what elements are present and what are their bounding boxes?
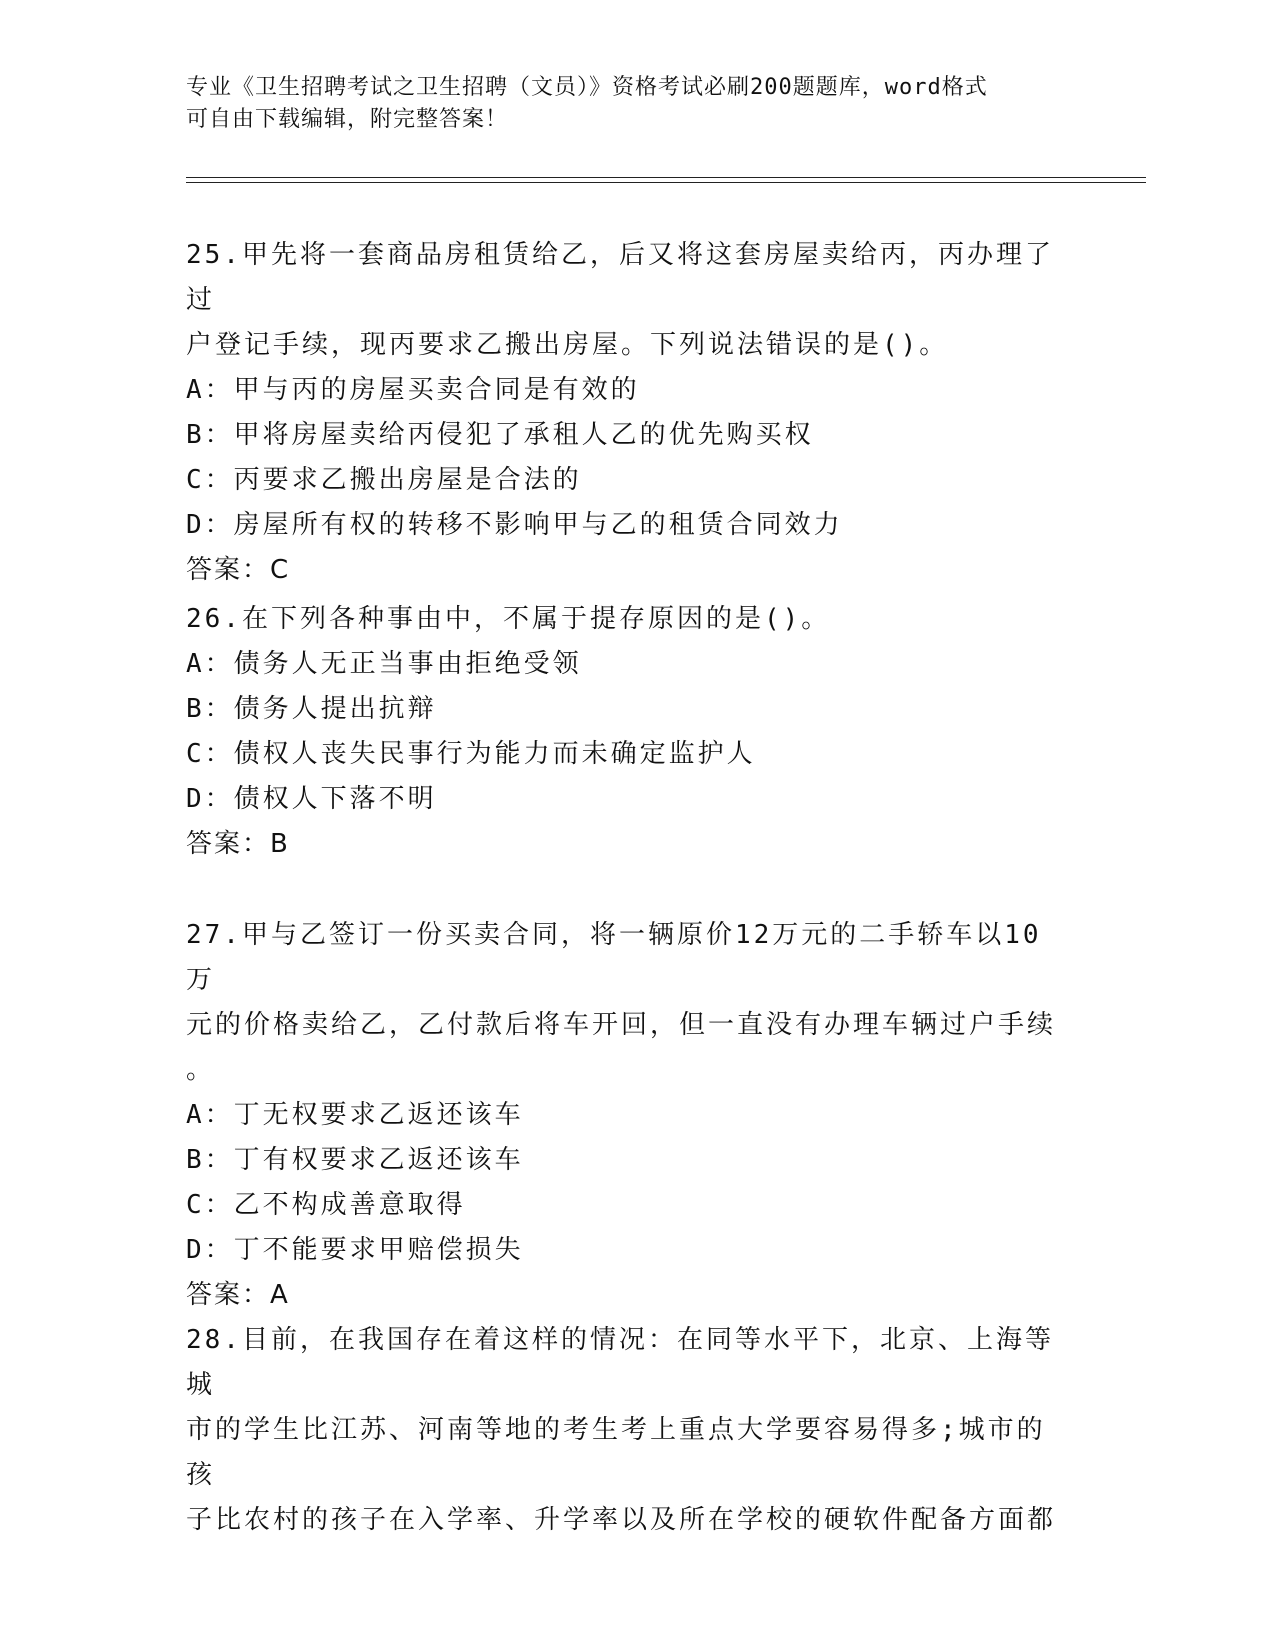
document-header [186, 72, 1066, 136]
question-stem-line: 子比农村的孩子在入学率、升学率以及所在学校的硬软件配备方面都 [186, 1505, 1057, 1535]
option-c: C：债权人丧失民事行为能力而未确定监护人 [186, 739, 756, 769]
question-27 [186, 913, 1066, 1318]
question-26 [186, 597, 1066, 867]
question-stem-line: 户登记手续，现丙要求乙搬出房屋。下列说法错误的是()。 [186, 330, 949, 360]
question-stem [186, 233, 1066, 368]
option-d: D：丁不能要求甲赔偿损失 [186, 1235, 524, 1265]
question-stem-line: 。 [186, 1055, 216, 1085]
option-b: B：甲将房屋卖给丙侵犯了承租人乙的优先购买权 [186, 420, 814, 450]
question-stem [186, 1318, 1066, 1543]
answer: 答案：C [186, 555, 291, 585]
option-c: C：丙要求乙搬出房屋是合法的 [186, 465, 582, 495]
question-stem-line: 28.目前，在我国存在着这样的情况：在同等水平下，北京、上海等城 [186, 1325, 1054, 1400]
question-stem-line: 元的价格卖给乙，乙付款后将车开回，但一直没有办理车辆过户手续 [186, 1010, 1057, 1040]
question-stem [186, 597, 1066, 642]
option-d: D：房屋所有权的转移不影响甲与乙的租赁合同效力 [186, 510, 843, 540]
question-25 [186, 233, 1066, 593]
option-a: A：丁无权要求乙返还该车 [186, 1100, 524, 1130]
option-b: B：丁有权要求乙返还该车 [186, 1145, 524, 1175]
header-line-1: 专业《卫生招聘考试之卫生招聘（文员）》资格考试必刷200题题库，word格式 [186, 75, 988, 100]
header-divider-bottom [186, 182, 1146, 183]
option-a: A：债务人无正当事由拒绝受领 [186, 649, 582, 679]
header-divider-top [186, 177, 1146, 178]
question-stem [186, 913, 1066, 1093]
option-c: C：乙不构成善意取得 [186, 1190, 466, 1220]
option-d: D：债权人下落不明 [186, 784, 437, 814]
answer: 答案：B [186, 829, 290, 859]
question-stem-line: 25.甲先将一套商品房租赁给乙，后又将这套房屋卖给丙，丙办理了过 [186, 240, 1054, 315]
option-a: A：甲与丙的房屋买卖合同是有效的 [186, 375, 640, 405]
question-stem-line: 26.在下列各种事由中，不属于提存原因的是()。 [186, 604, 831, 634]
question-stem-line: 27.甲与乙签订一份买卖合同，将一辆原价12万元的二手轿车以10万 [186, 920, 1042, 995]
question-stem-line: 市的学生比江苏、河南等地的考生考上重点大学要容易得多;城市的孩 [186, 1415, 1046, 1490]
option-b: B：债务人提出抗辩 [186, 694, 437, 724]
answer: 答案：A [186, 1280, 290, 1310]
question-28 [186, 1318, 1066, 1543]
header-line-2: 可自由下载编辑，附完整答案！ [186, 107, 509, 132]
